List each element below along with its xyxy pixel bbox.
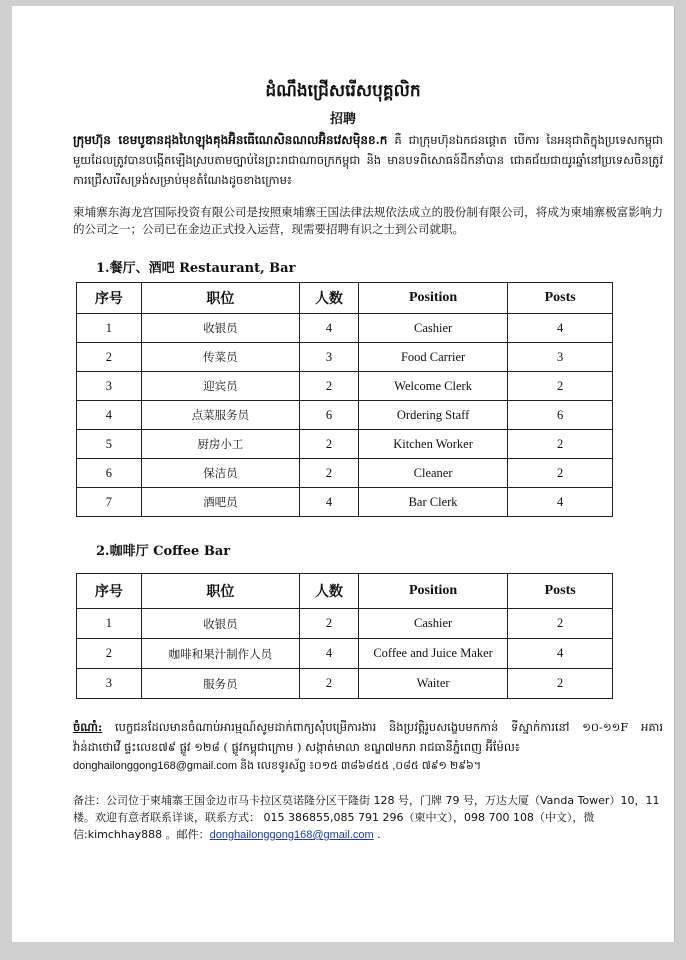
cell-position-en: Ordering Staff bbox=[358, 401, 508, 430]
coffee-bar-jobs-table bbox=[76, 573, 613, 699]
cell-position-en: Coffee and Juice Maker bbox=[358, 639, 508, 669]
header-position-en: Position bbox=[358, 283, 508, 314]
document-page bbox=[12, 6, 675, 942]
cell-position-cn: 传菜员 bbox=[141, 343, 299, 372]
cell-position-cn: 点菜服务员 bbox=[141, 401, 299, 430]
header-posts-en: Posts bbox=[508, 283, 613, 314]
table-row bbox=[77, 372, 613, 401]
note-chinese bbox=[73, 792, 663, 844]
header-count-cn: 人数 bbox=[300, 574, 359, 609]
cell-position-en: Waiter bbox=[358, 669, 508, 699]
note-chinese-end: . bbox=[373, 828, 381, 841]
intro-khmer-text: គឺ ជាក្រុមហ៊ុនឯកជនផ្តោត បើការ នៃអនុជាតិក្នុងប្រទេសកម្ពុជាមួយដែលត្រូវបានបង្កើតឡើងស្របតាមច្បាប់នៃព្រះរាជាណាចក្រកម្ពុជា និង មានបទពិសោធន៍ដឹកនាំបាន ជោគជ័យជាយូរឆ្នាំនៅប្រទេសចិនត្រូវការជ្រើសរើសទ្រង់សម្រាប់មុខតំណែងដូចខាងក្រោម៖ bbox=[73, 133, 663, 187]
cell-position-en: Food Carrier bbox=[358, 343, 508, 372]
header-no: 序号 bbox=[77, 283, 142, 314]
note-khmer-contact bbox=[73, 759, 481, 775]
header-position-cn: 职位 bbox=[141, 283, 299, 314]
cell-posts: 4 bbox=[508, 639, 613, 669]
table-row bbox=[77, 488, 613, 517]
cell-no: 3 bbox=[77, 372, 142, 401]
cell-position-cn: 迎宾员 bbox=[141, 372, 299, 401]
cell-count: 2 bbox=[300, 430, 359, 459]
cell-position-cn: 酒吧员 bbox=[141, 488, 299, 517]
cell-count: 4 bbox=[300, 488, 359, 517]
cell-count: 4 bbox=[300, 639, 359, 669]
table-header-row bbox=[77, 574, 613, 609]
cell-position-cn: 收银员 bbox=[141, 609, 299, 639]
cell-no: 2 bbox=[77, 639, 142, 669]
page-title-khmer: ដំណឹងជ្រើសរើសបុគ្គលិក bbox=[265, 81, 421, 101]
restaurant-jobs-table bbox=[76, 282, 613, 517]
cell-position-cn: 服务员 bbox=[141, 669, 299, 699]
cell-no: 6 bbox=[77, 459, 142, 488]
cell-position-cn: 收银员 bbox=[141, 314, 299, 343]
note-khmer-label: ចំណាំ: bbox=[73, 720, 103, 734]
header-no: 序号 bbox=[77, 574, 142, 609]
note-khmer-text: បេក្ខជនដែលមានចំណាប់អារម្មណ៍សូមដាក់ពាក្យសុំបម្រើការងារ និងប្រវត្តិរូបសង្ខេបមកកាន់ ទីស្នាក់ការនៅ ១០-១១F អគារ វ៉ាន់ដាថោវើ ផ្ទះលេខ៧៩ ផ្លូវ ១២៨ ( ផ្លូវកម្ពុជាក្រោម ) សង្កាត់មាលា ខណ្ឌ៧មករា រាជធានីភ្នំពេញ អ៊ីម៉ែល៖ bbox=[73, 720, 663, 754]
cell-position-cn: 厨房小工 bbox=[141, 430, 299, 459]
cell-no: 1 bbox=[77, 609, 142, 639]
cell-no: 4 bbox=[77, 401, 142, 430]
cell-count: 2 bbox=[300, 609, 359, 639]
cell-count: 4 bbox=[300, 314, 359, 343]
cell-count: 2 bbox=[300, 372, 359, 401]
cell-count: 2 bbox=[300, 669, 359, 699]
company-name-khmer: ក្រុមហ៊ុន ខេមបូឌានដុងហៃឡុងគុងអ៊ិនធើណេសិនណលអ៊ិនវេសម៉ិនខ.ក bbox=[73, 133, 388, 147]
section-heading-coffee-bar: 2.咖啡厅 Coffee Bar bbox=[96, 544, 231, 559]
note-chinese-email-link[interactable]: donghailonggong168@gmail.com bbox=[209, 829, 374, 841]
cell-posts: 3 bbox=[508, 343, 613, 372]
cell-posts: 2 bbox=[508, 669, 613, 699]
cell-posts: 2 bbox=[508, 459, 613, 488]
cell-no: 5 bbox=[77, 430, 142, 459]
table-row bbox=[77, 314, 613, 343]
note-chinese-text: 备注：公司位于柬埔寨王国金边市马卡拉区莫诺隆分区干隆街 128 号，门牌 79 号，万达大厦（Vanda Tower）10，11 楼。欢迎有意者联系详谈，联系方式： 015 386855,085 791 296（柬中文），098 700 108（中文），微信:kimchhay888 。邮件： bbox=[73, 794, 660, 841]
header-count-cn: 人数 bbox=[300, 283, 359, 314]
table-row bbox=[77, 430, 613, 459]
intro-chinese: 柬埔寨东海龙宫国际投资有限公司是按照柬埔寨王国法律法规依法成立的股份制有限公司，将成为柬埔寨极富影响力的公司之一；公司已在金边正式投入运营，现需要招聘有识之士到公司就职。 bbox=[73, 205, 663, 236]
table-row bbox=[77, 609, 613, 639]
cell-posts: 6 bbox=[508, 401, 613, 430]
table-row bbox=[77, 639, 613, 669]
cell-position-en: Cashier bbox=[358, 609, 508, 639]
cell-no: 7 bbox=[77, 488, 142, 517]
cell-position-en: Kitchen Worker bbox=[358, 430, 508, 459]
cell-no: 1 bbox=[77, 314, 142, 343]
header-position-en: Position bbox=[358, 574, 508, 609]
page-title-chinese: 招聘 bbox=[329, 112, 356, 127]
cell-posts: 2 bbox=[508, 430, 613, 459]
cell-position-en: Cleaner bbox=[358, 459, 508, 488]
cell-position-en: Welcome Clerk bbox=[358, 372, 508, 401]
note-khmer-phone: និង លេខទូរស័ព្ទ ៖០១៥ ៣៨៦៨៥៥ ,០៨៥ ៧៩១ ២៩៦។ bbox=[237, 760, 482, 772]
table-row bbox=[77, 669, 613, 699]
cell-posts: 4 bbox=[508, 314, 613, 343]
table-row bbox=[77, 343, 613, 372]
cell-posts: 4 bbox=[508, 488, 613, 517]
cell-position-cn: 保洁员 bbox=[141, 459, 299, 488]
table-row bbox=[77, 459, 613, 488]
note-khmer-email[interactable]: donghailonggong168@gmail.com bbox=[73, 760, 238, 772]
cell-count: 3 bbox=[300, 343, 359, 372]
header-posts-en: Posts bbox=[508, 574, 613, 609]
cell-no: 2 bbox=[77, 343, 142, 372]
cell-position-en: Cashier bbox=[358, 314, 508, 343]
cell-count: 2 bbox=[300, 459, 359, 488]
cell-posts: 2 bbox=[508, 609, 613, 639]
cell-position-en: Bar Clerk bbox=[358, 488, 508, 517]
section-heading-restaurant: 1.餐厅、酒吧 Restaurant, Bar bbox=[96, 261, 296, 276]
cell-count: 6 bbox=[300, 401, 359, 430]
note-khmer bbox=[73, 717, 663, 757]
table-header-row bbox=[77, 283, 613, 314]
cell-posts: 2 bbox=[508, 372, 613, 401]
cell-no: 3 bbox=[77, 669, 142, 699]
intro-khmer bbox=[73, 130, 663, 190]
table-row bbox=[77, 401, 613, 430]
cell-position-cn: 咖啡和果汁制作人员 bbox=[141, 639, 299, 669]
header-position-cn: 职位 bbox=[141, 574, 299, 609]
